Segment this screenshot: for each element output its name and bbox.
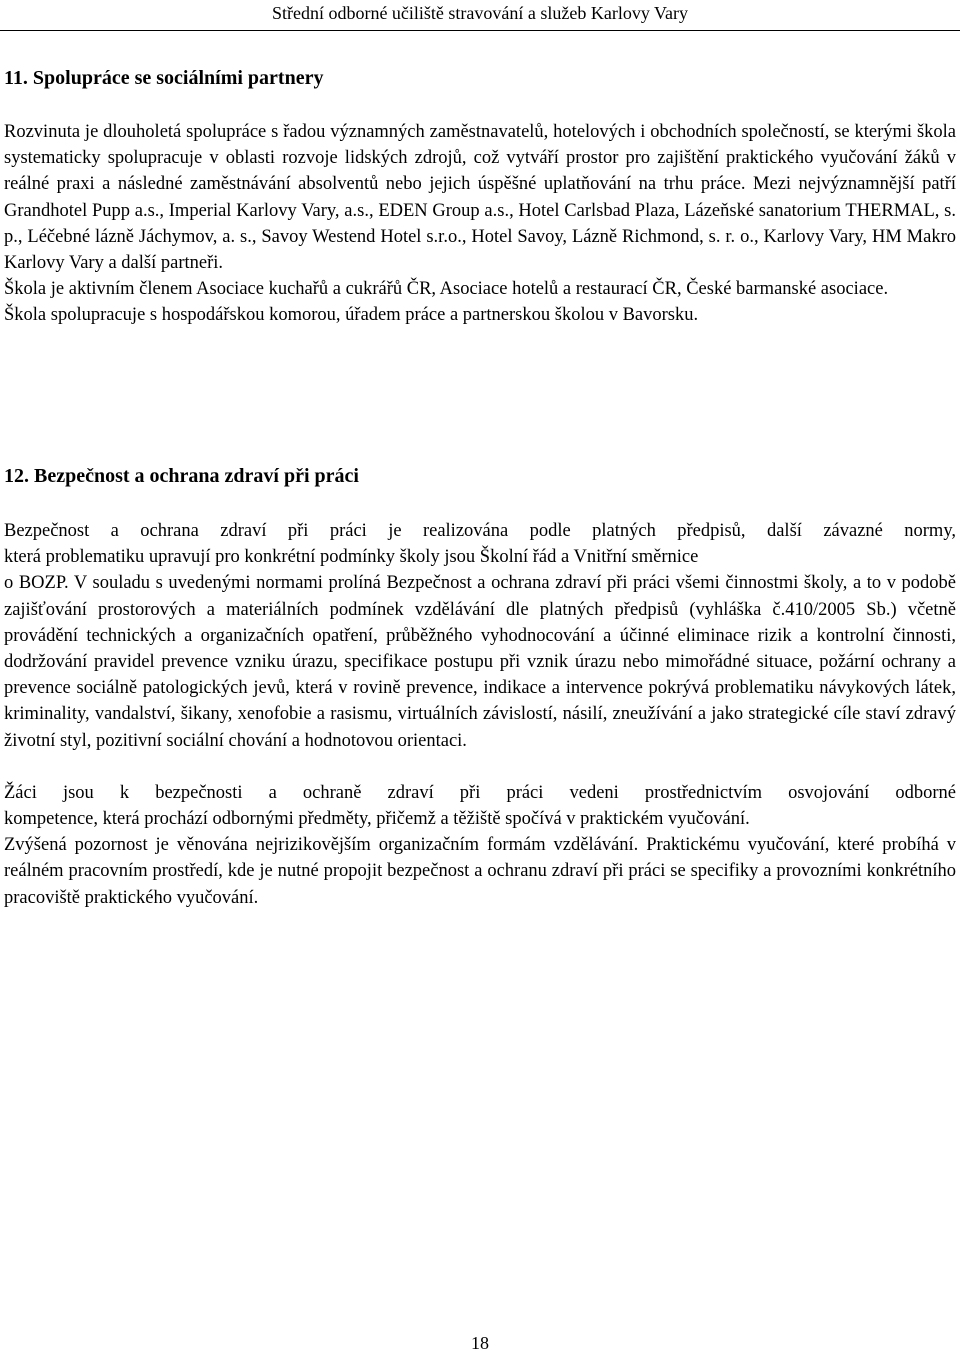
- section-11: [4, 65, 956, 329]
- section-12-heading: 12. Bezpečnost a ochrana zdraví při práci: [4, 465, 359, 487]
- section-12-paragraph-1-line-1: Bezpečnost a ochrana zdraví při práci je realizována podle platných předpisů, další závazné normy,: [4, 521, 956, 541]
- section-12-paragraph-1: o BOZP. V souladu s uvedenými normami prolíná Bezpečnost a ochrana zdraví při práci všemi činnostmi školy, a to v podobě zajišťování prostorových a materiálních podmínek vzdělávání dle platných předpisů (vyhláška č.410/2005 Sb.) včetně provádění technických a organizačních opatření, průběžného vyhodnocování a účinné eliminace rizik a kontrolní činnosti, dodržování pravidel prevence vzniku úrazu, specifikace postupu při vznik úrazu nebo mimořádné situace, požární ochrany a prevence sociálně patologických jevů, která v rovině prevence, indikace a intervence pokrývá problematiku návykových látek, kriminality, vandalství, šikany, xenofobie a rasismu, virtuálních závislostí, násilí, zneužívání a jako strategické cíle staví zdravý životní styl, pozitivní sociální chování a hodnotovou orientaci.: [4, 573, 956, 751]
- section-12-paragraph-2-line-1: Žáci jsou k bezpečnosti a ochraně zdraví při práci vedeni prostřednictvím osvojování odborné: [4, 782, 956, 803]
- section-11-paragraph-cooperation: Škola spolupracuje s hospodářskou komorou, úřadem práce a partnerskou školou v Bavorsku.: [4, 305, 699, 326]
- section-11-paragraph-associations: Škola je aktivním členem Asociace kuchařů a cukrářů ČR, Asociace hotelů a restaurací ČR, České barmanské asociace.: [4, 279, 889, 300]
- section-12-paragraph-1-line-2: která problematiku upravují pro konkrétní podmínky školy jsou Školní řád a Vnitřní směrnice: [4, 547, 699, 568]
- page-header: Střední odborné učiliště stravování a služeb Karlovy Vary: [271, 3, 689, 23]
- section-11-paragraph-partners: Rozvinuta je dlouholetá spolupráce s řadou významných zaměstnavatelů, hotelových i obchodních společností, se kterými škola systematicky spolupracuje v oblasti rozvoje lidských zdrojů, což vytváří prostor pro zajištění praktického vyučování žáků v reálné praxi a následné zaměstnávání absolventů nebo jejich úspěšné uplatňování na trhu práce. Mezi nejvýznamnější patří Grandhotel Pupp a.s., Imperial Karlovy Vary, a.s., EDEN Group a.s., Hotel Carlsbad Plaza, Lázeňské sanatorium THERMAL, s. p., Léčebné lázně Jáchymov, a. s., Savoy Westend Hotel s.r.o., Hotel Savoy, Lázně Richmond, s. r. o., Karlovy Vary, HM Makro Karlovy Vary a další partneři.: [4, 122, 956, 274]
- section-11-heading: 11. Spolupráce se sociálními partnery: [4, 67, 324, 89]
- page-number: 18: [471, 1333, 489, 1353]
- header-divider: [0, 30, 960, 31]
- section-12-paragraph-2: Zvýšená pozornost je věnována nejrizikovějším organizačním formám vzdělávání. Praktickému vyučování, které probíhá v reálném pracovním prostředí, kde je nutné propojit bezpečnost a ochranu zdraví při práci se specifiky a provozními konkrétního pracoviště praktického vyučování.: [4, 835, 956, 908]
- section-12-paragraph-2-line-2: kompetence, která prochází odbornými předměty, přičemž a těžiště spočívá v praktickém vyučování.: [4, 809, 750, 830]
- section-12: [4, 463, 956, 911]
